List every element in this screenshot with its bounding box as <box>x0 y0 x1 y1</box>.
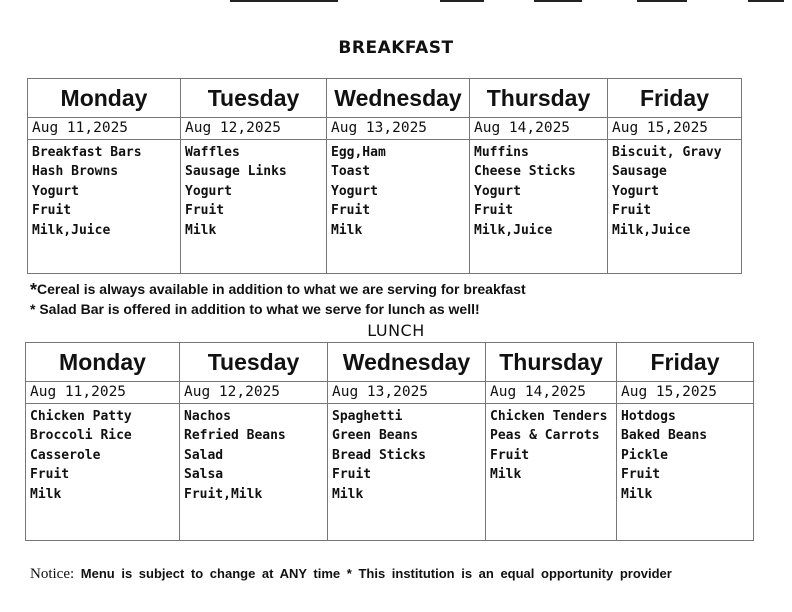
menu-item: Pickle <box>621 447 668 463</box>
day-header: Monday <box>28 79 181 118</box>
menu-item: Milk <box>30 486 62 502</box>
menu-cell <box>470 140 608 274</box>
menu-item: Bread Sticks <box>332 447 426 463</box>
breakfast-table <box>27 78 742 274</box>
menu-item: Fruit <box>621 467 661 483</box>
date-cell: Aug 11,2025 <box>28 118 181 140</box>
asterisk-icon: * <box>30 301 40 317</box>
salad-note <box>30 301 480 317</box>
date-cell: Aug 14,2025 <box>470 118 608 140</box>
date-row <box>26 382 754 404</box>
menu-cell <box>28 140 181 274</box>
menu-item: Peas & Carrots <box>490 428 600 444</box>
date-row <box>28 118 742 140</box>
menu-item: Yogurt <box>185 183 232 199</box>
date-cell: Aug 11,2025 <box>26 382 180 404</box>
day-header-row <box>28 79 742 118</box>
breakfast-title: BREAKFAST <box>338 38 454 58</box>
menu-item: Cheese Sticks <box>474 164 576 180</box>
menu-cell <box>328 404 486 541</box>
menu-item: Baked Beans <box>621 428 708 444</box>
menu-item: Muffins <box>474 145 529 160</box>
menu-item: Green Beans <box>332 428 419 444</box>
menu-item: Fruit <box>490 447 530 463</box>
scan-mark <box>637 0 687 2</box>
menu-item: Fruit <box>474 203 514 219</box>
menu-item: Milk <box>490 467 522 483</box>
menu-item: Milk <box>331 222 363 238</box>
menu-cell <box>608 140 742 274</box>
menu-item: Chicken Patty <box>30 409 132 424</box>
menu-item: Yogurt <box>331 183 378 199</box>
menu-item: Hotdogs <box>621 409 676 424</box>
day-header: Wednesday <box>328 343 486 382</box>
footer-text: Menu is subject to change at ANY time * This institution is an equal opportunity provider <box>80 566 672 581</box>
menu-item: Fruit <box>185 203 225 219</box>
menu-item: Chicken Tenders <box>490 409 608 424</box>
salad-note-text: Salad Bar is offered in addition to what we serve for lunch as well! <box>39 301 480 317</box>
menu-item: Milk <box>185 222 217 238</box>
menu-item: Milk,Juice <box>32 222 111 238</box>
menu-item: Broccoli Rice <box>30 428 132 444</box>
menu-item: Egg,Ham <box>331 145 386 160</box>
menu-item: Sausage Links <box>185 164 287 180</box>
date-cell: Aug 12,2025 <box>180 382 328 404</box>
day-header: Thursday <box>486 343 617 382</box>
menu-item: Milk <box>621 486 653 502</box>
menu-item: Milk <box>332 486 364 502</box>
menu-item: Breakfast Bars <box>32 145 142 160</box>
menu-item: Fruit <box>612 203 652 219</box>
menu-items-row <box>28 140 742 274</box>
menu-item: Sausage <box>612 164 667 180</box>
menu-item: Fruit,Milk <box>184 486 263 502</box>
date-cell: Aug 13,2025 <box>327 118 470 140</box>
menu-cell <box>181 140 327 274</box>
scan-mark <box>534 0 582 2</box>
scan-mark <box>230 0 338 2</box>
menu-cell <box>617 404 754 541</box>
day-header: Friday <box>608 79 742 118</box>
cereal-note <box>30 280 526 301</box>
footer-notice <box>30 566 672 583</box>
menu-item: Nachos <box>184 409 231 424</box>
menu-item: Yogurt <box>474 183 521 199</box>
menu-items-row <box>26 404 754 541</box>
date-cell: Aug 12,2025 <box>181 118 327 140</box>
menu-item: Waffles <box>185 145 240 160</box>
menu-item: Yogurt <box>32 183 79 199</box>
asterisk-icon: * <box>30 280 38 300</box>
scan-mark <box>440 0 484 2</box>
date-cell: Aug 13,2025 <box>328 382 486 404</box>
menu-item: Fruit <box>30 467 70 483</box>
scan-mark <box>748 0 784 2</box>
lunch-title: LUNCH <box>367 321 425 340</box>
day-header-row <box>26 343 754 382</box>
menu-item: Salsa <box>184 467 224 483</box>
menu-cell <box>486 404 617 541</box>
footer-lead: Notice: <box>30 566 75 582</box>
day-header: Wednesday <box>327 79 470 118</box>
day-header: Thursday <box>470 79 608 118</box>
menu-cell <box>26 404 180 541</box>
day-header: Friday <box>617 343 754 382</box>
menu-cell <box>327 140 470 274</box>
menu-item: Milk,Juice <box>612 222 691 238</box>
menu-item: Spaghetti <box>332 409 403 424</box>
menu-item: Fruit <box>332 467 372 483</box>
menu-item: Fruit <box>32 203 72 219</box>
menu-item: Milk,Juice <box>474 222 553 238</box>
day-header: Monday <box>26 343 180 382</box>
menu-item: Biscuit, Gravy <box>612 145 722 160</box>
menu-item: Fruit <box>331 203 371 219</box>
lunch-table <box>25 342 754 541</box>
menu-item: Salad <box>184 447 224 463</box>
date-cell: Aug 15,2025 <box>608 118 742 140</box>
menu-item: Yogurt <box>612 183 659 199</box>
menu-item: Hash Browns <box>32 164 119 180</box>
menu-item: Toast <box>331 164 371 180</box>
cereal-note-text: Cereal is always available in addition to what we are serving for breakfast <box>37 281 526 297</box>
date-cell: Aug 15,2025 <box>617 382 754 404</box>
menu-cell <box>180 404 328 541</box>
menu-item: Refried Beans <box>184 428 286 444</box>
date-cell: Aug 14,2025 <box>486 382 617 404</box>
day-header: Tuesday <box>180 343 328 382</box>
menu-item: Casserole <box>30 447 101 463</box>
day-header: Tuesday <box>181 79 327 118</box>
